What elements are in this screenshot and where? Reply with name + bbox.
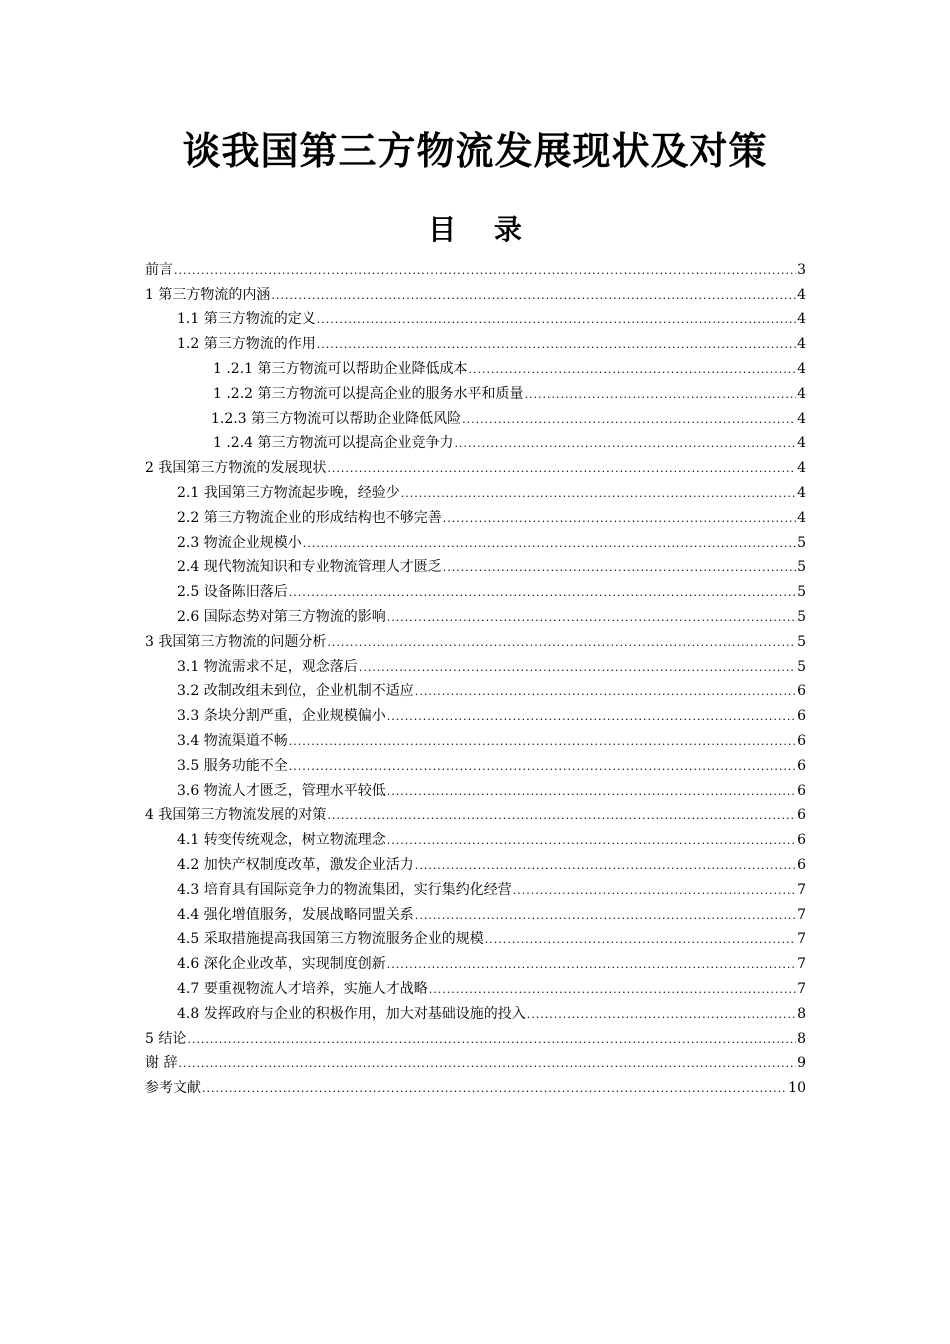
- toc-entry-label: 4.1 转变传统观念，树立物流理念: [177, 832, 386, 849]
- toc-entry[interactable]: [145, 304, 806, 329]
- toc-entry-page-number: 7: [797, 980, 806, 997]
- toc-dot-leader: [455, 436, 797, 452]
- toc-entry-page-number: 6: [797, 732, 806, 749]
- toc-entry-page-number: 5: [797, 608, 806, 625]
- toc-entry-page-number: 6: [797, 757, 806, 774]
- toc-dot-leader: [174, 263, 796, 279]
- toc-entry-page-number: 4: [797, 286, 806, 303]
- toc-dot-leader: [462, 412, 796, 428]
- toc-dot-leader: [429, 982, 796, 998]
- toc-entry-label: 2 我国第三方物流的发展现状: [145, 460, 327, 477]
- toc-entry-page-number: 3: [797, 261, 806, 278]
- toc-dot-leader: [387, 957, 796, 973]
- toc-entry[interactable]: [145, 502, 806, 527]
- toc-entry-label: 4.6 深化企业改革，实现制度创新: [177, 956, 386, 973]
- toc-entry-page-number: 7: [797, 906, 806, 923]
- toc-entry-page-number: 5: [797, 658, 806, 675]
- toc-entry-label: 2.4 现代物流知识和专业物流管理人才匮乏: [177, 559, 442, 576]
- toc-entry-page-number: 7: [797, 881, 806, 898]
- toc-dot-leader: [513, 883, 796, 899]
- toc-entry[interactable]: [145, 477, 806, 502]
- toc-entry[interactable]: [145, 676, 806, 701]
- toc-entry[interactable]: [145, 849, 806, 874]
- toc-entry[interactable]: [145, 800, 806, 825]
- toc-dot-leader: [525, 387, 797, 403]
- toc-entry-page-number: 4: [797, 336, 806, 353]
- toc-entry[interactable]: [145, 700, 806, 725]
- toc-entry[interactable]: [145, 626, 806, 651]
- toc-entry[interactable]: [145, 725, 806, 750]
- toc-entry-label: 4.2 加快产权制度改革，激发企业活力: [177, 856, 414, 873]
- toc-entry[interactable]: [145, 452, 806, 477]
- toc-entry[interactable]: [145, 824, 806, 849]
- toc-entry-page-number: 4: [797, 435, 806, 452]
- toc-dot-leader: [443, 560, 796, 576]
- toc-entry-label: 2.1 我国第三方物流起步晚，经验少: [177, 484, 400, 501]
- toc-entry[interactable]: [145, 899, 806, 924]
- toc-dot-leader: [327, 461, 796, 477]
- toc-dot-leader: [187, 1032, 796, 1048]
- toc-entry-label: 2.3 物流企业规模小: [177, 534, 302, 551]
- toc-entry-label: 2.2 第三方物流企业的形成结构也不够完善: [177, 509, 442, 526]
- toc-entry-label: 3.1 物流需求不足，观念落后: [177, 658, 358, 675]
- toc-entry-page-number: 4: [797, 360, 806, 377]
- toc-entry[interactable]: [145, 428, 806, 453]
- toc-entry[interactable]: [145, 403, 806, 428]
- toc-entry-page-number: 8: [797, 1005, 806, 1022]
- toc-entry-page-number: 5: [797, 559, 806, 576]
- toc-entry[interactable]: [145, 353, 806, 378]
- toc-entry-label: 3 我国第三方物流的问题分析: [145, 633, 327, 650]
- toc-entry-page-number: 6: [797, 856, 806, 873]
- toc-dot-leader: [469, 362, 797, 378]
- toc-entry[interactable]: [145, 948, 806, 973]
- toc-dot-leader: [289, 585, 796, 601]
- toc-entry[interactable]: [145, 527, 806, 552]
- toc-entry-label: 谢 辞: [145, 1055, 178, 1072]
- toc-dot-leader: [485, 932, 796, 948]
- toc-heading: 目 录: [428, 213, 536, 246]
- toc-entry-label: 1 .2.1 第三方物流可以帮助企业降低成本: [213, 360, 468, 377]
- toc-entry-label: 5 结论: [145, 1030, 187, 1047]
- toc-entry-label: 3.2 改制改组未到位，企业机制不适应: [177, 683, 414, 700]
- toc-dot-leader: [289, 759, 796, 775]
- toc-entry-label: 4 我国第三方物流发展的对策: [145, 807, 327, 824]
- toc-dot-leader: [303, 536, 796, 552]
- toc-dot-leader: [289, 734, 796, 750]
- toc-entry[interactable]: [145, 279, 806, 304]
- toc-entry-label: 1.2.3 第三方物流可以帮助企业降低风险: [211, 410, 462, 427]
- toc-entry-label: 1 第三方物流的内涵: [145, 286, 271, 303]
- toc-entry[interactable]: [145, 1048, 806, 1073]
- toc-entry-page-number: 5: [797, 584, 806, 601]
- toc-entry-page-number: 6: [797, 807, 806, 824]
- toc-entry[interactable]: [145, 775, 806, 800]
- toc-entry[interactable]: [145, 552, 806, 577]
- toc-entry-label: 3.6 物流人才匮乏，管理水平较低: [177, 782, 386, 799]
- toc-entry[interactable]: [145, 378, 806, 403]
- toc-dot-leader: [387, 709, 796, 725]
- toc-dot-leader: [327, 808, 796, 824]
- toc-entry-label: 4.5 采取措施提高我国第三方物流服务企业的规模: [177, 931, 484, 948]
- toc-dot-leader: [178, 1056, 796, 1072]
- toc-entry-page-number: 7: [797, 931, 806, 948]
- toc-entry-page-number: 4: [797, 484, 806, 501]
- table-of-contents: [145, 254, 806, 1097]
- toc-entry-page-number: 6: [797, 782, 806, 799]
- toc-entry-label: 1 .2.4 第三方物流可以提高企业竞争力: [213, 435, 454, 452]
- toc-entry[interactable]: [145, 750, 806, 775]
- toc-entry[interactable]: [145, 874, 806, 899]
- toc-entry-page-number: 4: [797, 385, 806, 402]
- toc-entry-label: 4.3 培育具有国际竞争力的物流集团，实行集约化经营: [177, 881, 512, 898]
- toc-entry-page-number: 5: [797, 534, 806, 551]
- toc-entry[interactable]: [145, 998, 806, 1023]
- toc-entry-label: 前言: [145, 261, 173, 278]
- toc-entry-page-number: 8: [797, 1030, 806, 1047]
- toc-entry-label: 3.4 物流渠道不畅: [177, 732, 288, 749]
- toc-dot-leader: [271, 288, 796, 304]
- toc-dot-leader: [387, 784, 796, 800]
- toc-dot-leader: [443, 511, 796, 527]
- toc-entry-label: 1 .2.2 第三方物流可以提高企业的服务水平和质量: [213, 385, 524, 402]
- toc-entry[interactable]: [145, 1072, 806, 1097]
- toc-dot-leader: [401, 486, 796, 502]
- document-title: 谈我国第三方物流发展现状及对策: [182, 129, 768, 173]
- toc-entry-page-number: 7: [797, 956, 806, 973]
- toc-dot-leader: [317, 337, 796, 353]
- toc-entry[interactable]: [145, 601, 806, 626]
- toc-dot-leader: [415, 858, 796, 874]
- toc-dot-leader: [327, 635, 796, 651]
- toc-entry[interactable]: [145, 924, 806, 949]
- toc-dot-leader: [359, 660, 796, 676]
- toc-dot-leader: [527, 1007, 796, 1023]
- toc-entry[interactable]: [145, 973, 806, 998]
- toc-entry-page-number: 4: [797, 311, 806, 328]
- toc-entry-label: 4.7 要重视物流人才培养，实施人才战略: [177, 980, 428, 997]
- toc-entry-page-number: 5: [797, 633, 806, 650]
- toc-entry[interactable]: [145, 651, 806, 676]
- toc-dot-leader: [202, 1081, 787, 1097]
- toc-entry-label: 4.8 发挥政府与企业的积极作用，加大对基础设施的投入: [177, 1005, 526, 1022]
- toc-entry-label: 1.2 第三方物流的作用: [177, 336, 316, 353]
- toc-dot-leader: [415, 684, 796, 700]
- toc-entry-page-number: 10: [788, 1080, 806, 1097]
- toc-entry[interactable]: [145, 1023, 806, 1048]
- toc-entry-page-number: 9: [797, 1055, 806, 1072]
- toc-entry-label: 3.3 条块分割严重，企业规模偏小: [177, 708, 386, 725]
- toc-dot-leader: [387, 833, 796, 849]
- toc-entry[interactable]: [145, 328, 806, 353]
- toc-entry-label: 参考文献: [145, 1080, 201, 1097]
- toc-entry-label: 2.5 设备陈旧落后: [177, 584, 288, 601]
- toc-entry[interactable]: [145, 576, 806, 601]
- toc-entry-label: 2.6 国际态势对第三方物流的影响: [177, 608, 386, 625]
- toc-entry-page-number: 4: [797, 509, 806, 526]
- toc-dot-leader: [317, 312, 796, 328]
- toc-dot-leader: [415, 908, 796, 924]
- toc-dot-leader: [387, 610, 796, 626]
- toc-entry-label: 4.4 强化增值服务，发展战略同盟关系: [177, 906, 414, 923]
- toc-entry-page-number: 4: [797, 460, 806, 477]
- toc-entry-page-number: 6: [797, 683, 806, 700]
- toc-entry-label: 1.1 第三方物流的定义: [177, 311, 316, 328]
- toc-entry-page-number: 6: [797, 832, 806, 849]
- toc-entry-page-number: 4: [797, 410, 806, 427]
- toc-entry-label: 3.5 服务功能不全: [177, 757, 288, 774]
- toc-entry-page-number: 6: [797, 708, 806, 725]
- toc-entry[interactable]: [145, 254, 806, 279]
